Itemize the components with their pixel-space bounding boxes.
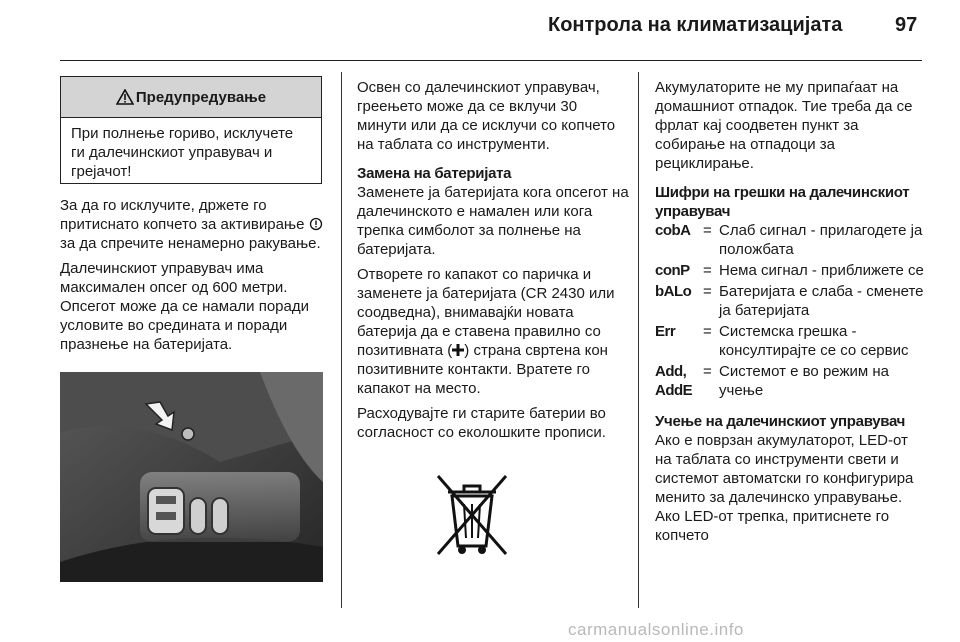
paragraph-text: Отворете го капакот со паричка и заменете ја батеријата (CR 2430 или соодведна), внимавајќи новата батерија да е ставена правилно со позитивната ( [357,266,615,359]
warning-triangle-icon [116,89,134,105]
equals-sign: = [703,363,712,380]
error-description: Системот е во режим на учење [719,363,889,399]
warning-box [60,76,322,184]
warning-title: Предупредување [135,88,267,106]
watermark: carmanualsonline.info [568,620,744,639]
error-description: Слаб сигнал - прилагодете ја положбата [719,222,923,258]
error-code-row [655,282,927,322]
column-divider-2 [638,72,639,608]
section-heading-error-codes: Шифри на грешки на далечинскиот управувач [655,184,910,220]
paragraph-switch-off [60,196,325,253]
error-code-row [655,362,927,402]
error-code-row [655,261,927,282]
error-code-row [655,322,927,362]
column-1 [60,196,325,360]
warning-text: При полнење гориво, исклучете ги далечинскиот управувач и грејачот! [71,125,294,180]
error-description: Батеријата е слаба - сменете ја батеријата [719,283,924,319]
plus-icon [452,344,464,356]
error-code-row [655,221,927,261]
page-title: Контрола на климатизацијата [548,14,843,36]
paragraph-learning: Ако е поврзан акумулаторот, LED-от на таблата со инструменти свети и системот автоматски го конфигурира менито за далечинско управување. Ако LED-от трепка, притиснете го копчето [655,432,914,544]
equals-sign: = [703,222,712,239]
error-code: conP [655,262,690,279]
dashboard-illustration [60,372,323,582]
section-heading-battery: Замена на батеријата [357,165,512,182]
paragraph-range: Далечинскиот управувач има максимален опсег од 600 метри. Опсегот може да се намали поради условите во средината и поради празнење на батеријата. [60,260,309,353]
page-number: 97 [895,14,918,36]
column-divider-1 [341,72,342,608]
activation-button-icon [309,217,323,231]
paragraph-open-cover [357,265,629,398]
equals-sign: = [703,323,712,340]
column-2 [357,78,629,448]
section-heading-learning: Учење на далечинскиот управувач [655,413,906,430]
paragraph-heating: Освен со далечинскиот управувач, греењето може да се вклучи 30 минути или да се исклучи со копчето на таблата со инструменти. [357,79,616,153]
error-code: bALo [655,283,692,300]
column-3 [655,78,927,551]
error-codes-table [655,221,927,402]
paragraph-dispose: Расходувајте ги старите батерии во согласност со еколошките прописи. [357,405,606,441]
paragraph-text: За да го исклучите, држете го притиснато копчето за активирање [60,197,305,233]
error-code: Err [655,323,676,340]
dashboard-button-photo [60,372,323,582]
paragraph-recycling: Акумулаторите не му припаѓаат на домашниот отпадок. Тие треба да се фрлат кај соодветен пункт за собирање на отпадоци за рециклирање. [655,79,913,172]
error-code: Add, AddE [655,363,693,399]
error-description: Нема сигнал - приближете се [719,262,924,279]
paragraph-text: ) страна свртена кон позитивните контакти. Вратете го капакот на место. [357,342,608,397]
warning-header [61,77,321,118]
paragraph-text: за да спречите ненамерно ракување. [60,235,321,252]
equals-sign: = [703,262,712,279]
header-divider [60,60,922,61]
error-code: cobA [655,222,691,239]
crossed-out-wheelie-bin-icon [434,470,510,560]
error-description: Системска грешка - консултирајте се со сервис [719,323,909,359]
equals-sign: = [703,283,712,300]
paragraph-replace-battery: Заменете ја батеријата кога опсегот на далечинското е намален или кога трепка симболот за полнење на батеријата. [357,184,629,258]
